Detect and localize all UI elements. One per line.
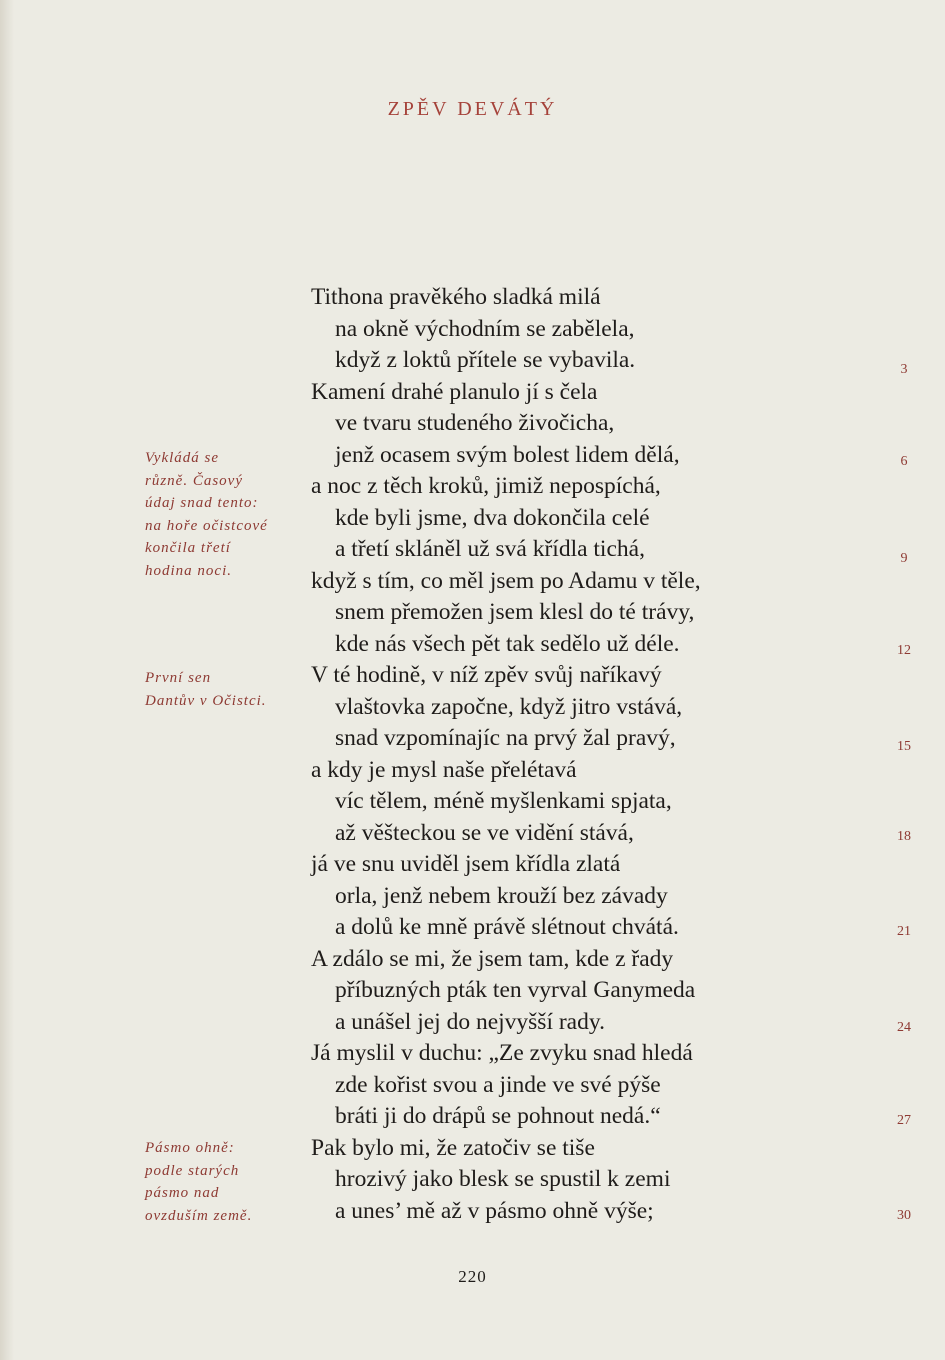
page-number: 220 — [458, 1267, 487, 1286]
verse-line: bráti ji do drápů se pohnout nedá.“ — [335, 1103, 661, 1129]
gloss-3 — [145, 1137, 252, 1227]
line-number: 27 — [897, 1113, 911, 1128]
verse-line: hrozivý jako blesk se spustil k zemi — [335, 1166, 671, 1192]
gloss-line: končila třetí — [145, 540, 231, 556]
gloss-line: na hoře očistcové — [145, 517, 268, 534]
verse-line: a třetí skláněl už svá křídla tichá, — [335, 536, 645, 562]
verse-block — [311, 282, 701, 1227]
gloss-line: Pásmo ohně: — [145, 1140, 235, 1156]
line-number: 9 — [900, 551, 908, 566]
line-number: 15 — [897, 739, 911, 754]
verse-line: příbuzných pták ten vyrval Ganymeda — [335, 977, 696, 1003]
gloss-line: První sen — [145, 670, 212, 686]
line-number: 24 — [897, 1020, 911, 1035]
verse-line: kde nás všech pět tak sedělo už déle. — [335, 630, 680, 657]
verse-line: zde kořist svou a jinde ve své pýše — [335, 1071, 661, 1098]
line-number: 30 — [897, 1208, 911, 1223]
line-number: 3 — [900, 362, 908, 377]
gloss-line: údaj snad tento: — [145, 495, 259, 511]
verse-line: já ve snu uviděl jsem křídla zlatá — [311, 851, 621, 877]
gloss-line: Vykládá se — [145, 450, 220, 466]
verse-line: až věšteckou se ve vidění stává, — [335, 819, 634, 846]
verse-line: snem přemožen jsem klesl do té trávy, — [335, 599, 695, 625]
verse-line: a kdy je mysl naše přelétavá — [311, 756, 577, 783]
gloss-line: podle starých — [145, 1162, 240, 1179]
gloss-line: pásmo nad — [145, 1185, 220, 1201]
verse-line: a unášel jej do nejvyšší rady. — [335, 1008, 605, 1035]
verse-line: A zdálo se mi, že jsem tam, kde z řady — [311, 945, 674, 972]
gloss-line: Dantův v Očistci. — [145, 692, 267, 709]
verse-line: vlaštovka započne, když jitro vstává, — [335, 693, 683, 720]
verse-line: jenž ocasem svým bolest lidem dělá, — [335, 441, 680, 468]
verse-line: a unes’ mě až v pásmo ohně výše; — [335, 1197, 654, 1224]
page-edge-shadow — [0, 0, 14, 1360]
gloss-line: hodina noci. — [145, 562, 232, 579]
line-number: 6 — [900, 454, 908, 469]
verse-line: Tithona pravěkého sladká milá — [311, 284, 601, 310]
verse-line: Kamení drahé planulo jí s čela — [311, 378, 598, 405]
verse-line: a dolů ke mně právě slétnout chvátá. — [335, 914, 679, 940]
verse-line: když s tím, co měl jsem po Adamu v těle, — [311, 567, 701, 594]
verse-line: kde byli jsme, dva dokončila celé — [335, 504, 650, 531]
verse-line: na okně východním se zabělela, — [335, 315, 635, 342]
verse-line: snad vzpomínajíc na prvý žal pravý, — [335, 725, 676, 751]
line-number: 12 — [897, 643, 911, 658]
verse-line: V té hodině, v níž zpěv svůj naříkavý — [311, 662, 662, 688]
gloss-line: ovzduším země. — [145, 1207, 253, 1224]
gloss-2 — [145, 667, 267, 712]
canto-title: ZPĚV DEVÁTÝ — [387, 98, 558, 120]
gloss-1 — [145, 447, 268, 582]
line-number: 21 — [897, 924, 911, 939]
gloss-line: různě. Časový — [145, 472, 243, 489]
verse-line: a noc z těch kroků, jimiž nepospíchá, — [311, 473, 661, 499]
line-number: 18 — [897, 829, 911, 844]
verse-line: orla, jenž nebem krouží bez závady — [335, 882, 668, 909]
verse-line: ve tvaru studeného živočicha, — [335, 410, 615, 436]
verse-line: když z loktů přítele se vybavila. — [335, 347, 636, 373]
verse-line: Já myslil v duchu: „Ze zvyku snad hledá — [311, 1040, 693, 1066]
verse-line: Pak bylo mi, že zatočiv se tiše — [311, 1134, 595, 1161]
verse-line: víc tělem, méně myšlenkami spjata, — [335, 788, 672, 814]
